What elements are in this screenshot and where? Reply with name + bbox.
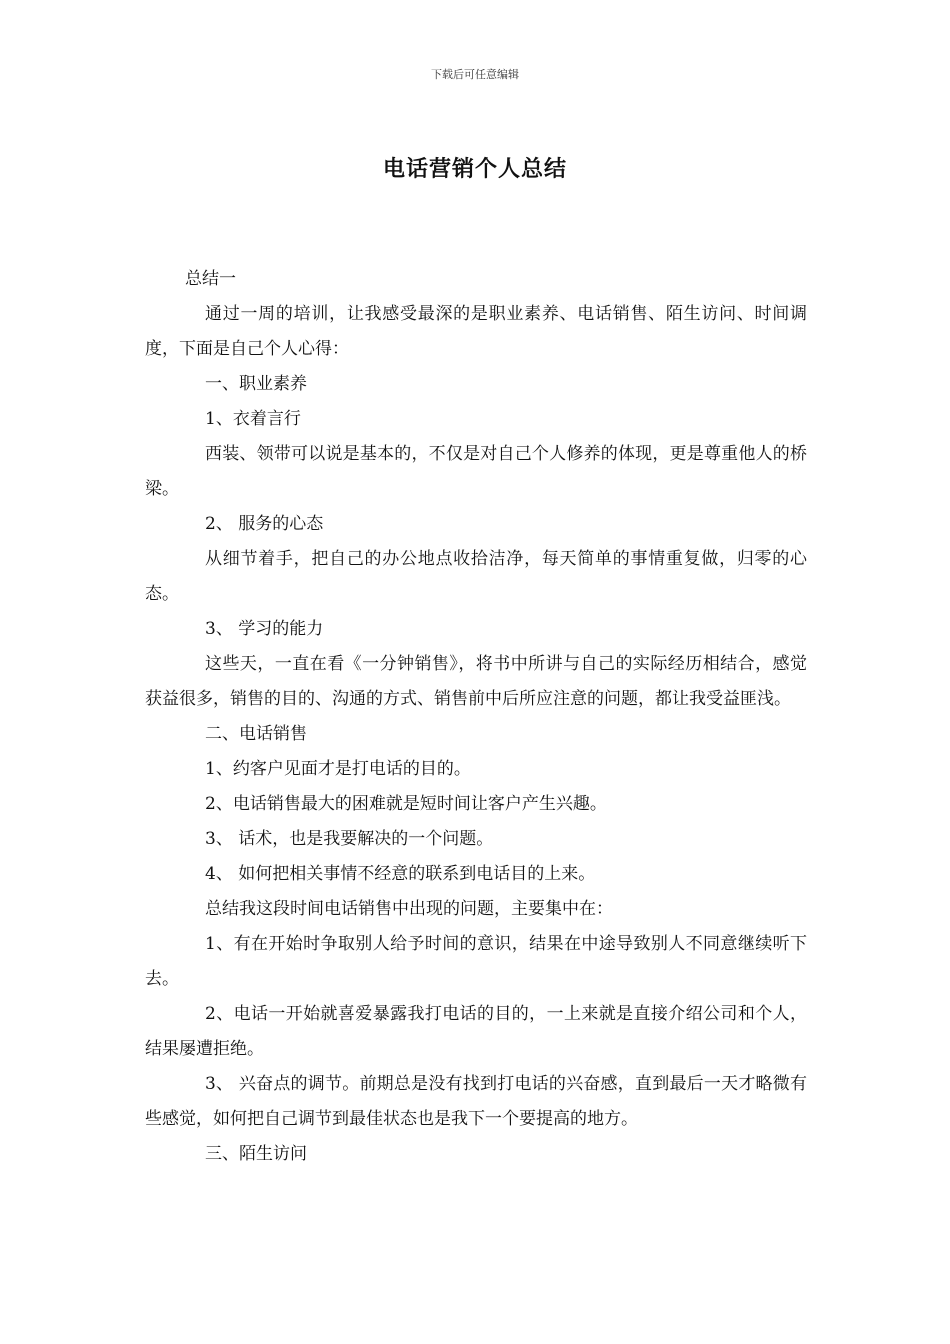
- heading-cold-visits: 三、陌生访问: [205, 1144, 307, 1164]
- subheading-service-attitude: 2、 服务的心态: [205, 514, 324, 534]
- list-item-phone-1: 1、约客户见面才是打电话的目的。: [205, 759, 471, 779]
- header-note: 下载后可任意编辑: [431, 68, 519, 81]
- subheading-dress-conduct: 1、衣着言行: [205, 409, 301, 429]
- list-item-phone-2: 2、电话销售最大的困难就是短时间让客户产生兴趣。: [205, 794, 607, 814]
- document-title: 电话营销个人总结: [382, 156, 567, 182]
- list-item-problem-2: 2、电话一开始就喜爱暴露我打电话的目的，一上来就是直接介绍公司和个人，结果屡遭拒绝。: [145, 1004, 807, 1059]
- document-body: [145, 262, 807, 1172]
- list-item-phone-3: 3、 话术，也是我要解决的一个问题。: [205, 829, 494, 849]
- heading-professional-quality: 一、职业素养: [205, 374, 307, 394]
- paragraph-problems-intro: 总结我这段时间电话销售中出现的问题，主要集中在：: [205, 899, 613, 919]
- paragraph-dress: 西装、领带可以说是基本的，不仅是对自己个人修养的体现，更是尊重他人的桥梁。: [145, 444, 807, 499]
- subheading-learning-ability: 3、 学习的能力: [205, 619, 324, 639]
- list-item-problem-3: 3、 兴奋点的调节。前期总是没有找到打电话的兴奋感，直到最后一天才略微有些感觉，如何把自己调节到最佳状态也是我下一个要提高的地方。: [145, 1074, 807, 1129]
- paragraph-intro: 通过一周的培训，让我感受最深的是职业素养、电话销售、陌生访问、时间调度，下面是自己个人心得：: [145, 304, 807, 359]
- list-item-phone-4: 4、 如何把相关事情不经意的联系到电话目的上来。: [205, 864, 596, 884]
- heading-phone-sales: 二、电话销售: [205, 724, 307, 744]
- paragraph-service-attitude: 从细节着手，把自己的办公地点收拾洁净，每天简单的事情重复做，归零的心态。: [145, 549, 807, 604]
- paragraph-learning: 这些天，一直在看《一分钟销售》，将书中所讲与自己的实际经历相结合，感觉获益很多，销售的目的、沟通的方式、销售前中后所应注意的问题，都让我受益匪浅。: [145, 654, 807, 709]
- section-heading-summary-one: 总结一: [185, 269, 236, 289]
- list-item-problem-1: 1、有在开始时争取别人给予时间的意识，结果在中途导致别人不同意继续听下去。: [145, 934, 807, 989]
